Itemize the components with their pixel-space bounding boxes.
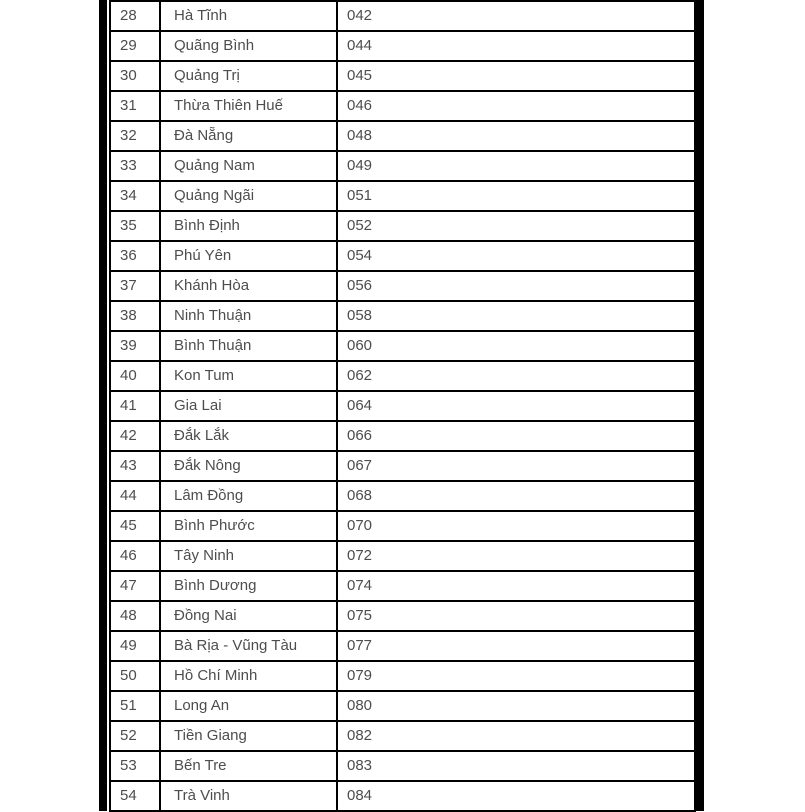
row-number-cell: 35 (110, 211, 160, 241)
province-code-cell: 042 (337, 1, 695, 31)
table-row (110, 481, 695, 511)
province-name-cell: Phú Yên (160, 241, 337, 271)
province-code-cell: 082 (337, 721, 695, 751)
row-number-cell: 37 (110, 271, 160, 301)
province-code-cell: 049 (337, 151, 695, 181)
table-row (110, 691, 695, 721)
province-name-cell: Tiền Giang (160, 721, 337, 751)
row-number-cell: 50 (110, 661, 160, 691)
row-number-cell: 30 (110, 61, 160, 91)
row-number-cell: 39 (110, 331, 160, 361)
table-row (110, 241, 695, 271)
table-row (110, 421, 695, 451)
province-name-cell: Bà Rịa - Vũng Tàu (160, 631, 337, 661)
province-code-cell: 077 (337, 631, 695, 661)
row-number-cell: 28 (110, 1, 160, 31)
row-number-cell: 34 (110, 181, 160, 211)
province-code-cell: 075 (337, 601, 695, 631)
table-row (110, 721, 695, 751)
row-number-cell: 45 (110, 511, 160, 541)
row-number-cell: 36 (110, 241, 160, 271)
row-number-cell: 33 (110, 151, 160, 181)
table-row (110, 391, 695, 421)
row-number-cell: 43 (110, 451, 160, 481)
row-number-cell: 49 (110, 631, 160, 661)
row-number-cell: 48 (110, 601, 160, 631)
table-row (110, 271, 695, 301)
table-row (110, 361, 695, 391)
row-number-cell: 42 (110, 421, 160, 451)
province-code-cell: 056 (337, 271, 695, 301)
province-name-cell: Đắk Nông (160, 451, 337, 481)
province-code-cell: 051 (337, 181, 695, 211)
table-row (110, 211, 695, 241)
province-code-cell: 084 (337, 781, 695, 811)
province-code-cell: 083 (337, 751, 695, 781)
row-number-cell: 54 (110, 781, 160, 811)
table-row (110, 631, 695, 661)
province-name-cell: Tây Ninh (160, 541, 337, 571)
row-number-cell: 51 (110, 691, 160, 721)
province-name-cell: Hà Tĩnh (160, 1, 337, 31)
row-number-cell: 44 (110, 481, 160, 511)
province-name-cell: Đắk Lắk (160, 421, 337, 451)
table-row (110, 31, 695, 61)
table-row (110, 181, 695, 211)
table-row (110, 331, 695, 361)
table-row (110, 601, 695, 631)
province-code-cell: 080 (337, 691, 695, 721)
province-code-cell: 054 (337, 241, 695, 271)
table-row (110, 91, 695, 121)
province-name-cell: Bến Tre (160, 751, 337, 781)
row-number-cell: 32 (110, 121, 160, 151)
province-name-cell: Quảng Ngãi (160, 181, 337, 211)
province-name-cell: Quãng Bình (160, 31, 337, 61)
row-number-cell: 41 (110, 391, 160, 421)
province-name-cell: Khánh Hòa (160, 271, 337, 301)
table-row (110, 751, 695, 781)
province-name-cell: Đà Nẵng (160, 121, 337, 151)
row-number-cell: 46 (110, 541, 160, 571)
province-name-cell: Gia Lai (160, 391, 337, 421)
province-code-cell: 060 (337, 331, 695, 361)
province-code-cell: 058 (337, 301, 695, 331)
row-number-cell: 52 (110, 721, 160, 751)
table-row (110, 121, 695, 151)
row-number-cell: 53 (110, 751, 160, 781)
row-number-cell: 40 (110, 361, 160, 391)
row-number-cell: 31 (110, 91, 160, 121)
table-row (110, 451, 695, 481)
province-name-cell: Quảng Nam (160, 151, 337, 181)
table-row (110, 511, 695, 541)
table-row (110, 661, 695, 691)
province-code-table (109, 0, 696, 812)
province-code-cell: 067 (337, 451, 695, 481)
province-name-cell: Bình Thuận (160, 331, 337, 361)
table-row (110, 301, 695, 331)
province-name-cell: Bình Định (160, 211, 337, 241)
row-number-cell: 29 (110, 31, 160, 61)
province-name-cell: Thừa Thiên Huế (160, 91, 337, 121)
province-code-cell: 066 (337, 421, 695, 451)
province-name-cell: Bình Dương (160, 571, 337, 601)
province-code-cell: 074 (337, 571, 695, 601)
province-code-cell: 052 (337, 211, 695, 241)
row-number-cell: 38 (110, 301, 160, 331)
row-number-cell: 47 (110, 571, 160, 601)
province-code-cell: 064 (337, 391, 695, 421)
province-name-cell: Trà Vinh (160, 781, 337, 811)
province-code-cell: 068 (337, 481, 695, 511)
table-row (110, 1, 695, 31)
province-name-cell: Lâm Đồng (160, 481, 337, 511)
province-name-cell: Long An (160, 691, 337, 721)
province-name-cell: Kon Tum (160, 361, 337, 391)
province-code-cell: 046 (337, 91, 695, 121)
province-name-cell: Hồ Chí Minh (160, 661, 337, 691)
table-row (110, 151, 695, 181)
table-row (110, 541, 695, 571)
province-code-cell: 044 (337, 31, 695, 61)
table-body (110, 1, 695, 811)
table-left-outer-border (99, 0, 107, 811)
province-code-cell: 079 (337, 661, 695, 691)
table-row (110, 61, 695, 91)
province-code-cell: 048 (337, 121, 695, 151)
table-row (110, 571, 695, 601)
province-code-cell: 070 (337, 511, 695, 541)
province-code-cell: 062 (337, 361, 695, 391)
province-name-cell: Quảng Trị (160, 61, 337, 91)
province-code-cell: 072 (337, 541, 695, 571)
table-row (110, 781, 695, 811)
province-name-cell: Bình Phước (160, 511, 337, 541)
province-name-cell: Đồng Nai (160, 601, 337, 631)
province-code-cell: 045 (337, 61, 695, 91)
province-name-cell: Ninh Thuận (160, 301, 337, 331)
